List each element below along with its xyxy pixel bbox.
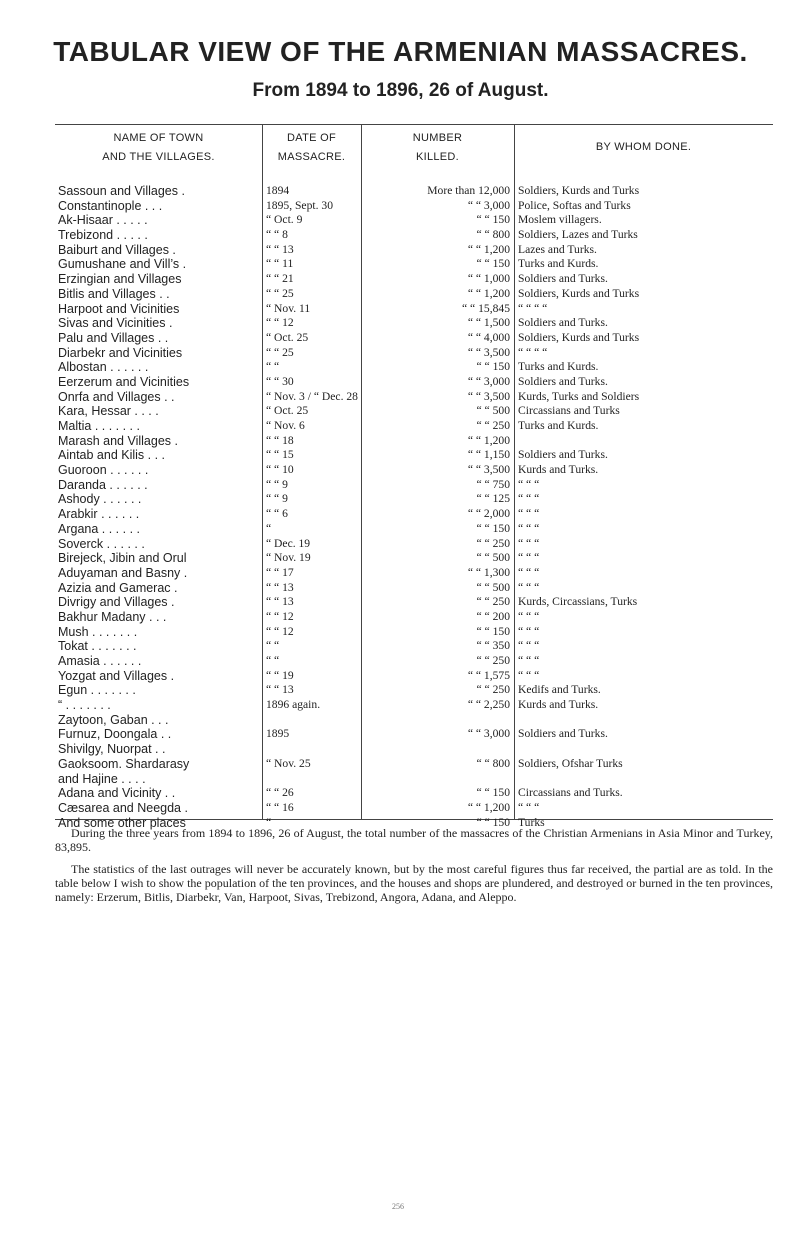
table-cell-town: Maltia . . . . . . .	[58, 419, 140, 433]
table-cell-by: Turks and Kurds.	[518, 257, 599, 271]
table-cell-town: And some other places	[58, 815, 186, 830]
table-cell-killed: “ “ 125	[476, 492, 510, 506]
table-cell-by	[518, 434, 770, 449]
table-cell-by: Soldiers, Lazes and Turks	[518, 228, 638, 242]
table-cell-by: Moslem villagers.	[518, 213, 602, 227]
table-cell-date: 1894	[266, 184, 290, 197]
table-cell-by: Turks	[518, 815, 545, 829]
table-cell-killed: “ “ 250	[476, 419, 510, 432]
table-cell-killed: “ “ 1,575	[467, 668, 510, 682]
table-cell-town: Egun . . . . . . .	[58, 683, 136, 698]
table-cell-date: “ Nov. 19	[266, 551, 311, 565]
header-town-line2: AND THE VILLAGES.	[102, 151, 215, 163]
table-cell-date: “ “ 13	[266, 683, 294, 697]
table-cell-town: Harpoot and Vicinities	[58, 301, 180, 316]
table-cell-killed: “ “ 2,000	[467, 507, 510, 521]
table-cell-town: Marash and Villages .	[58, 433, 178, 448]
table-cell-killed: “ “ 3,000	[467, 727, 510, 741]
table-cell-date: 1896 again.	[266, 698, 321, 712]
table-cell-by: “ “ “	[518, 551, 540, 565]
table-cell-town: Mush . . . . . . .	[58, 624, 138, 639]
table-cell-town: Bakhur Madany . . .	[58, 609, 167, 624]
table-cell-by: Kurds and Turks.	[518, 463, 599, 477]
table-cell-by: “ “ “	[518, 800, 540, 814]
table-cell-date: “ Dec. 19	[266, 536, 311, 550]
table-cell-town: Adana and Vicinity . .	[58, 786, 176, 801]
table-cell-by: Kedifs and Turks.	[518, 683, 601, 697]
table-cell-town: Daranda . . . . . .	[58, 477, 148, 492]
table-cell-killed: “ “ 3,500	[467, 389, 510, 403]
table-cell-town: Divrigy and Villages .	[58, 595, 175, 610]
table-cell-killed: “ “ 3,500	[467, 345, 510, 359]
table-cell-date: “ “	[266, 654, 280, 667]
column-divider-3	[514, 124, 515, 819]
table-cell-by: Kurds, Turks and Soldiers	[518, 389, 640, 403]
table-cell-date: “ Oct. 25	[266, 330, 309, 344]
table-top-rule	[55, 124, 773, 125]
footnote-statistics: The statistics of the last outrages will never be accurately known, but by the most careful figures thus far received, the partial are as told. In the table below I wish to show the population of the ten provinces, and the houses and shops are plundered, and destroyed or burned in the ten provinces, namely: Erzerum, Bitlis, Diarbekr, Van, Harpoot, Sivas, Trebizond, Angora, Adana, and Aleppo.	[55, 862, 773, 904]
table-cell-town: Shivilgy, Nuorpat . .	[58, 742, 166, 757]
table-cell-date: “ “ 13	[266, 580, 294, 594]
table-cell-date: “	[266, 815, 272, 829]
table-cell-by: “ “ “	[518, 639, 540, 653]
table-cell-killed: “ “ 15,845	[462, 301, 510, 315]
table-cell-date: “ “ 25	[266, 286, 294, 300]
table-cell-killed: “ “ 3,000	[467, 374, 510, 388]
table-cell-date: “ Oct. 9	[266, 213, 303, 227]
table-cell-town: Argana . . . . . .	[58, 521, 140, 536]
table-cell-town: Cæsarea and Neegda .	[58, 800, 188, 815]
table-cell-killed: “ “ 4,000	[467, 330, 510, 344]
table-cell-killed: “ “ 150	[476, 786, 510, 800]
header-killed-line1: NUMBER	[412, 132, 463, 144]
table-cell-date: “ “ 13	[266, 242, 294, 256]
table-cell-town: Birejeck, Jibin and Orul	[58, 551, 187, 566]
table-cell-date: 1895	[266, 727, 290, 741]
table-cell-by: Soldiers and Turks.	[518, 374, 608, 388]
table-cell-date	[266, 742, 359, 757]
table-cell-by: “ “ “	[518, 624, 540, 638]
table-cell-town: Gaoksoom. Shardarasy	[58, 756, 190, 771]
table-cell-killed	[364, 713, 510, 728]
table-cell-town: Eerzerum and Vicinities	[58, 374, 190, 389]
table-cell-killed: “ “ 1,200	[467, 242, 510, 256]
table-cell-town: Palu and Villages . .	[58, 330, 169, 345]
table-cell-by: Soldiers, Kurds and Turks	[518, 286, 640, 300]
table-cell-date: “ “ 17	[266, 565, 294, 579]
table-cell-by: “ “ “	[518, 654, 540, 667]
table-cell-by: “ “ “	[518, 565, 540, 579]
table-cell-town: Erzingian and Villages	[58, 272, 182, 287]
table-cell-date: “ “ 8	[266, 228, 288, 242]
table-cell-by	[518, 713, 770, 728]
header-date-line1: DATE OF	[287, 132, 336, 144]
header-town	[55, 129, 262, 167]
table-cell-town: Yozgat and Villages .	[58, 668, 175, 683]
table-cell-town: Baiburt and Villages .	[58, 242, 176, 257]
table-cell-by: “ “ “	[518, 492, 540, 506]
table-cell-by: Kurds, Circassians, Turks	[518, 595, 638, 609]
table-cell-date: “ “ 16	[266, 800, 294, 814]
table-cell-killed: “ “ 150	[476, 213, 510, 227]
table-cell-by: “ “ “	[518, 536, 540, 550]
table-cell-by: Circassians and Turks	[518, 404, 620, 418]
table-cell-date: “ “ 11	[266, 257, 294, 271]
table-cell-by: Circassians and Turks.	[518, 786, 623, 800]
table-cell-town: Tokat . . . . . . .	[58, 639, 137, 654]
header-killed	[361, 129, 514, 167]
table-cell-date: “ “ 6	[266, 507, 288, 521]
table-cell-killed: “ “ 350	[476, 639, 510, 653]
table-cell-town: Bitlis and Villages . .	[58, 286, 170, 301]
table-cell-town: Diarbekr and Vicinities	[58, 345, 183, 360]
table-cell-date: 1895, Sept. 30	[266, 198, 333, 212]
table-cell-killed: “ “ 250	[476, 536, 510, 550]
table-cell-killed: “ “ 3,500	[467, 463, 510, 477]
table-cell-date: “ “ 21	[266, 272, 294, 286]
table-cell-killed: “ “ 1,500	[467, 316, 510, 330]
table-cell-date: “ “ 25	[266, 345, 294, 359]
table-cell-by	[518, 772, 770, 787]
table-cell-killed: “ “ 800	[476, 756, 510, 770]
table-cell-date: “ “ 19	[266, 668, 294, 682]
page-title: TABULAR VIEW OF THE ARMENIAN MASSACRES.	[53, 36, 748, 67]
table-cell-town: Constantinople . . .	[58, 198, 163, 213]
table-cell-date: “ “ 13	[266, 595, 294, 609]
table-cell-killed	[364, 742, 510, 757]
table-cell-killed: “ “ 750	[476, 477, 510, 491]
table-cell-by: Soldiers, Kurds and Turks	[518, 184, 640, 197]
table-cell-killed: “ “ 2,250	[467, 698, 510, 712]
table-cell-town: Gumushane and Vill’s .	[58, 257, 187, 272]
table-cell-killed: “ “ 250	[476, 595, 510, 609]
table-cell-killed: More than 12,000	[427, 184, 510, 197]
table-cell-town: Azizia and Gamerac .	[58, 580, 178, 595]
table-cell-by: Soldiers and Turks.	[518, 448, 608, 462]
footnote-total: During the three years from 1894 to 1896, 26 of August, the total number of the massacres of the Christian Armenians in Asia Minor and Turkey, 83,895.	[55, 826, 773, 854]
table-cell-killed: “ “ 1,200	[467, 286, 510, 300]
table-cell-town: Aintab and Kilis . . .	[58, 448, 166, 463]
table-cell-town: Trebizond . . . . .	[58, 228, 148, 243]
table-cell-killed: “ “ 1,150	[467, 448, 510, 462]
table-cell-date: “ Oct. 25	[266, 404, 309, 418]
table-cell-by: “ “ “	[518, 580, 540, 594]
table-cell-by: Turks and Kurds.	[518, 419, 599, 432]
table-cell-date: “	[266, 521, 272, 535]
header-date-line2: MASSACRE.	[277, 151, 346, 163]
table-cell-town: Arabkir . . . . . .	[58, 507, 140, 522]
table-cell-by: Soldiers, Ofshar Turks	[518, 756, 623, 770]
table-cell-by: Soldiers, Kurds and Turks	[518, 330, 640, 344]
table-cell-killed: “ “ 3,000	[467, 198, 510, 212]
table-cell-killed: “ “ 500	[476, 551, 510, 565]
table-cell-killed: “ “ 500	[476, 580, 510, 594]
table-cell-by: Kurds and Turks.	[518, 698, 599, 712]
page-number: 256	[392, 1202, 404, 1211]
table-cell-killed: “ “ 250	[476, 683, 510, 697]
table-cell-town: Zaytoon, Gaban . . .	[58, 712, 169, 727]
table-cell-town: and Hajine . . . .	[58, 771, 146, 786]
table-cell-date: “ Nov. 25	[266, 756, 311, 770]
table-cell-by: “ “ “	[518, 507, 540, 521]
table-cell-by: “ “ “	[518, 477, 540, 491]
table-cell-by: “ “ “	[518, 668, 540, 682]
table-cell-killed: “ “ 1,000	[467, 272, 510, 286]
table-cell-town: Furnuz, Doongala . .	[58, 727, 172, 742]
table-cell-date: “ “ 26	[266, 786, 294, 800]
table-cell-date: “ “ 18	[266, 433, 294, 447]
table-cell-killed: “ “ 250	[476, 654, 510, 667]
table-cell-by: “ “ “	[518, 609, 540, 623]
table-cell-date: “ Nov. 6	[266, 419, 305, 432]
page-subtitle: From 1894 to 1896, 26 of August.	[252, 80, 549, 101]
table-cell-date: “ “ 15	[266, 448, 294, 462]
table-cell-by: Soldiers and Turks.	[518, 272, 608, 286]
table-cell-town: “ . . . . . . .	[58, 698, 111, 713]
table-cell-by: Turks and Kurds.	[518, 360, 599, 374]
table-cell-by: “ “ “ “	[518, 345, 548, 359]
header-town-line1: NAME OF TOWN	[113, 132, 204, 144]
column-date	[266, 184, 359, 830]
table-cell-killed: “ “ 150	[476, 360, 510, 374]
table-cell-by: Lazes and Turks.	[518, 242, 597, 256]
header-by-whom: BY WHOM DONE.	[595, 141, 692, 153]
table-cell-date: “ “ 9	[266, 477, 288, 491]
table-cell-killed: “ “ 150	[476, 257, 510, 271]
table-cell-killed: “ “ 150	[476, 521, 510, 535]
table-cell-by: Police, Softas and Turks	[518, 198, 631, 212]
table-cell-town: Onrfa and Villages . .	[58, 389, 175, 404]
table-cell-town: Kara, Hessar . . . .	[58, 404, 159, 419]
table-cell-town: Albostan . . . . . .	[58, 360, 149, 375]
table-cell-killed: “ “ 150	[476, 624, 510, 638]
table-cell-date	[266, 772, 359, 787]
table-cell-town: Amasia . . . . . .	[58, 654, 142, 668]
table-cell-date: “ “ 30	[266, 374, 294, 388]
table-cell-town: Guoroon . . . . . .	[58, 463, 149, 478]
table-cell-by: “ “ “ “	[518, 301, 548, 315]
table-cell-killed: “ “ 1,300	[467, 565, 510, 579]
table-cell-date: “ “ 10	[266, 463, 294, 477]
column-by-whom	[518, 184, 770, 830]
table-cell-town: Aduyaman and Basny .	[58, 565, 188, 580]
column-killed	[364, 184, 510, 830]
table-cell-date: “ “	[266, 360, 280, 374]
table-cell-date: “ Nov. 3 / “ Dec. 28	[266, 389, 358, 403]
table-cell-killed: “ “ 200	[476, 609, 510, 623]
table-cell-town: Ak-Hisaar . . . . .	[58, 213, 148, 228]
header-killed-line2: KILLED.	[415, 151, 460, 163]
table-cell-date: “ “	[266, 639, 280, 653]
table-cell-by	[518, 742, 770, 757]
table-cell-killed: “ “ 500	[476, 404, 510, 418]
table-cell-date	[266, 713, 359, 728]
table-cell-date: “ “ 12	[266, 624, 294, 638]
table-cell-date: “ “ 12	[266, 609, 294, 623]
table-cell-town: Sassoun and Villages .	[58, 184, 185, 198]
column-town	[58, 184, 260, 830]
table-cell-date: “ Nov. 11	[266, 301, 311, 315]
table-cell-town: Sivas and Vicinities .	[58, 316, 173, 331]
header-date	[262, 129, 361, 167]
table-cell-killed: “ “ 800	[476, 228, 510, 242]
table-cell-town: Ashody . . . . . .	[58, 492, 142, 507]
table-cell-date: “ “ 12	[266, 316, 294, 330]
column-divider-2	[361, 124, 362, 819]
table-cell-killed: “ “ 150	[476, 815, 510, 829]
table-cell-killed	[364, 772, 510, 787]
table-cell-by: “ “ “	[518, 521, 540, 535]
table-cell-by: Soldiers and Turks.	[518, 316, 608, 330]
column-divider-1	[262, 124, 263, 819]
footnote	[55, 826, 773, 912]
table-cell-killed: “ “ 1,200	[467, 800, 510, 814]
table-cell-date: “ “ 9	[266, 492, 288, 506]
table-cell-town: Soverck . . . . . .	[58, 536, 145, 551]
table-cell-by: Soldiers and Turks.	[518, 727, 608, 741]
table-cell-killed: “ “ 1,200	[467, 433, 510, 447]
